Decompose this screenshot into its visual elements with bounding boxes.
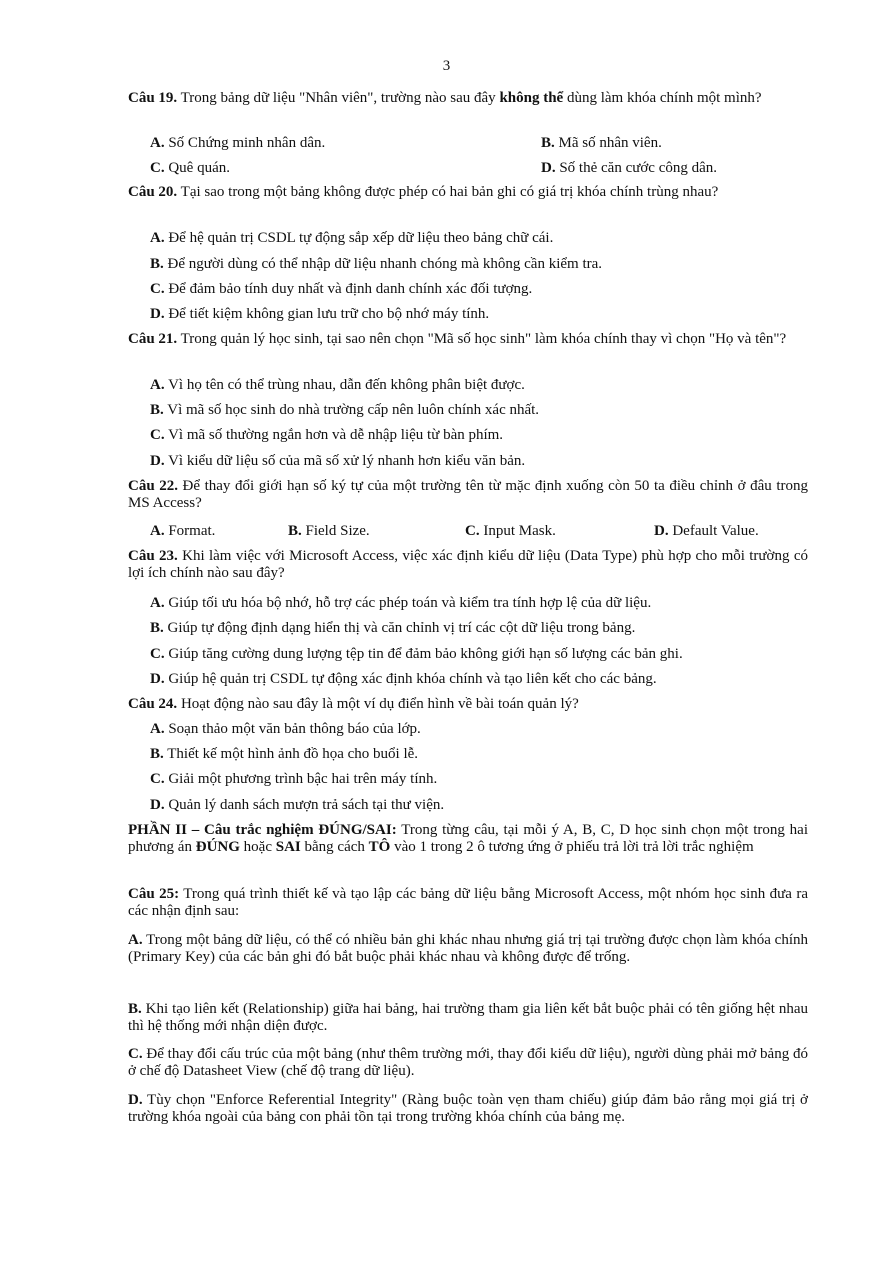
option-b: [150, 256, 810, 273]
option-text: Field Size.: [301, 523, 370, 539]
option-text: Giải một phương trình bậc hai trên máy tính.: [164, 771, 438, 787]
statement-text: Tùy chọn "Enforce Referential Integrity" (Ràng buộc toàn vẹn tham chiếu) giúp đảm bảo rằng mọi giá trị ở trường khóa ngoài của bảng con phải tồn tại trong trường khóa chính của bảng mẹ.: [128, 1092, 808, 1125]
option-text: Số Chứng minh nhân dân.: [164, 135, 326, 151]
part2-title: PHẦN II – Câu trắc nghiệm ĐÚNG/SAI:: [128, 822, 397, 838]
option-d: [150, 453, 810, 470]
option-letter: D.: [541, 160, 556, 176]
option-b: [288, 523, 370, 541]
option-text: Mã số nhân viên.: [554, 135, 662, 151]
question-label: Câu 19.: [128, 90, 178, 106]
option-letter: B.: [150, 620, 164, 636]
option-b: [150, 402, 810, 419]
part2-emphasis: ĐÚNG: [195, 839, 240, 855]
statement-letter: C.: [128, 1046, 143, 1062]
option-letter: B.: [150, 402, 164, 418]
statement-a: [128, 932, 808, 966]
statement-text: Trong một bảng dữ liệu, có thể có nhiều bản ghi khác nhau nhưng giá trị tại trường được chọn làm khóa chính (Primary Key) của các bản ghi đó bắt buộc phải khác nhau và không được để trống.: [128, 932, 808, 965]
option-letter: A.: [150, 595, 165, 611]
part2-emphasis: SAI: [275, 839, 301, 855]
question-label: Câu 23.: [128, 548, 178, 564]
option-a: [150, 595, 810, 612]
part2-text: bằng cách: [300, 839, 369, 855]
option-d: [150, 306, 810, 323]
option-letter: B.: [288, 523, 302, 539]
option-letter: C.: [150, 646, 165, 662]
statement-letter: B.: [128, 1001, 142, 1017]
option-a: [150, 135, 325, 153]
option-c: [150, 771, 810, 788]
statement-d: [128, 1092, 808, 1126]
option-letter: B.: [150, 746, 164, 762]
option-letter: A.: [150, 377, 165, 393]
option-text: Vì họ tên có thể trùng nhau, dẫn đến không phân biệt được.: [164, 377, 525, 393]
question-label: Câu 20.: [128, 184, 178, 200]
question-text: Trong bảng dữ liệu "Nhân viên", trường nào sau đây: [177, 90, 500, 106]
option-letter: D.: [150, 453, 165, 469]
option-text: Giúp tối ưu hóa bộ nhớ, hỗ trợ các phép toán và kiểm tra tính hợp lệ của dữ liệu.: [164, 595, 652, 611]
option-text: Vì mã số học sinh do nhà trường cấp nên luôn chính xác nhất.: [163, 402, 540, 418]
question-text: Khi làm việc với Microsoft Access, việc xác định kiểu dữ liệu (Data Type) phù hợp cho mỗi trường có lợi ích chính nào sau đây?: [128, 548, 808, 581]
option-text: Vì mã số thường ngắn hơn và dễ nhập liệu từ bàn phím.: [164, 427, 504, 443]
option-text: Để người dùng có thể nhập dữ liệu nhanh chóng mà không cần kiểm tra.: [163, 256, 603, 272]
option-text: Thiết kế một hình ảnh đồ họa cho buổi lễ.: [163, 746, 419, 762]
question-text: Hoạt động nào sau đây là một ví dụ điển hình về bài toán quản lý?: [177, 696, 579, 712]
option-text: Giúp tự động định dạng hiển thị và căn chỉnh vị trí các cột dữ liệu trong bảng.: [163, 620, 636, 636]
question-19: [128, 90, 808, 107]
option-text: Format.: [164, 523, 216, 539]
page-number: 3: [442, 58, 451, 74]
option-letter: D.: [150, 306, 165, 322]
option-d: [150, 797, 810, 814]
statement-b: [128, 1001, 808, 1035]
option-text: Quê quán.: [164, 160, 230, 176]
statement-text: Để thay đổi cấu trúc của một bảng (như thêm trường mới, thay đổi kiểu dữ liệu), người dùng phải mở bảng đó ở chế độ Datasheet View (chế độ trang dữ liệu).: [128, 1046, 808, 1079]
option-text: Để hệ quản trị CSDL tự động sắp xếp dữ liệu theo bảng chữ cái.: [164, 230, 554, 246]
option-letter: A.: [150, 135, 165, 151]
option-text: Giúp tăng cường dung lượng tệp tin để đảm bảo không giới hạn số lượng các bản ghi.: [164, 646, 683, 662]
option-text: Giúp hệ quản trị CSDL tự động xác định khóa chính và tạo liên kết cho các bảng.: [164, 671, 657, 687]
option-c: [150, 427, 810, 444]
option-letter: D.: [654, 523, 669, 539]
question-21: [128, 331, 808, 348]
option-c: [150, 646, 810, 663]
option-text: Để đảm bảo tính duy nhất và định danh chính xác đối tượng.: [164, 281, 533, 297]
option-text: Soạn thảo một văn bản thông báo của lớp.: [164, 721, 421, 737]
option-a: [150, 377, 810, 394]
option-text: Input Mask.: [479, 523, 556, 539]
option-a: [150, 230, 810, 247]
part2-instructions: [128, 822, 808, 856]
part2-text: vào 1 trong 2 ô tương ứng ở phiếu trả lời trả lời trắc nghiệm: [390, 839, 754, 855]
option-letter: C.: [150, 281, 165, 297]
part2-text: hoặc: [239, 839, 276, 855]
option-letter: B.: [541, 135, 555, 151]
question-20: [128, 184, 808, 201]
question-text: Trong quá trình thiết kế và tạo lập các bảng dữ liệu bằng Microsoft Access, một nhóm học sinh đưa ra các nhận định sau:: [128, 886, 808, 919]
option-c: [150, 160, 230, 178]
option-letter: A.: [150, 230, 165, 246]
statement-letter: D.: [128, 1092, 143, 1108]
question-text: Tại sao trong một bảng không được phép có hai bản ghi có giá trị khóa chính trùng nhau?: [177, 184, 719, 200]
part2-text: Trong từng câu, tại mỗi ý A, B, C, D học sinh chọn một trong hai phương án: [128, 822, 809, 855]
option-letter: D.: [150, 671, 165, 687]
option-letter: C.: [150, 771, 165, 787]
option-c: [465, 523, 556, 541]
question-24: [128, 696, 808, 713]
option-letter: C.: [150, 427, 165, 443]
option-letter: C.: [465, 523, 480, 539]
statement-text: Khi tạo liên kết (Relationship) giữa hai bảng, hai trường tham gia liên kết bắt buộc phải có tên giống hệt nhau thì hệ thống mới nhận diện được.: [128, 1001, 808, 1034]
option-a: [150, 523, 215, 541]
question-label: Câu 22.: [128, 478, 178, 494]
option-text: Default Value.: [668, 523, 759, 539]
question-text: dùng làm khóa chính một mình?: [563, 90, 762, 106]
option-letter: B.: [150, 256, 164, 272]
question-label: Câu 21.: [128, 331, 178, 347]
option-b: [541, 135, 662, 153]
option-text: Để tiết kiệm không gian lưu trữ cho bộ nhớ máy tính.: [164, 306, 490, 322]
option-letter: A.: [150, 523, 165, 539]
question-label: Câu 24.: [128, 696, 178, 712]
question-23: [128, 548, 808, 582]
option-a: [150, 721, 810, 738]
option-b: [150, 746, 810, 763]
option-d: [541, 160, 717, 178]
option-text: Vì kiểu dữ liệu số của mã số xử lý nhanh hơn kiểu văn bản.: [164, 453, 526, 469]
option-letter: C.: [150, 160, 165, 176]
part2-emphasis: TÔ: [368, 839, 391, 855]
option-d: [150, 671, 810, 688]
option-d: [654, 523, 759, 541]
option-b: [150, 620, 810, 637]
question-25: [128, 886, 808, 920]
question-text: Trong quản lý học sinh, tại sao nên chọn "Mã số học sinh" làm khóa chính thay vì chọn "Họ và tên"?: [177, 331, 787, 347]
question-22: [128, 478, 808, 512]
option-letter: A.: [150, 721, 165, 737]
statement-c: [128, 1046, 808, 1080]
question-emphasis: không thể: [499, 90, 564, 106]
option-text: Quản lý danh sách mượn trả sách tại thư viện.: [164, 797, 445, 813]
question-label: Câu 25:: [128, 886, 180, 902]
option-letter: D.: [150, 797, 165, 813]
option-c: [150, 281, 810, 298]
option-text: Số thẻ căn cước công dân.: [555, 160, 718, 176]
statement-letter: A.: [128, 932, 143, 948]
question-text: Để thay đổi giới hạn số ký tự của một trường tên từ mặc định xuống còn 50 ta điều chỉnh ở đâu trong MS Access?: [128, 478, 808, 511]
